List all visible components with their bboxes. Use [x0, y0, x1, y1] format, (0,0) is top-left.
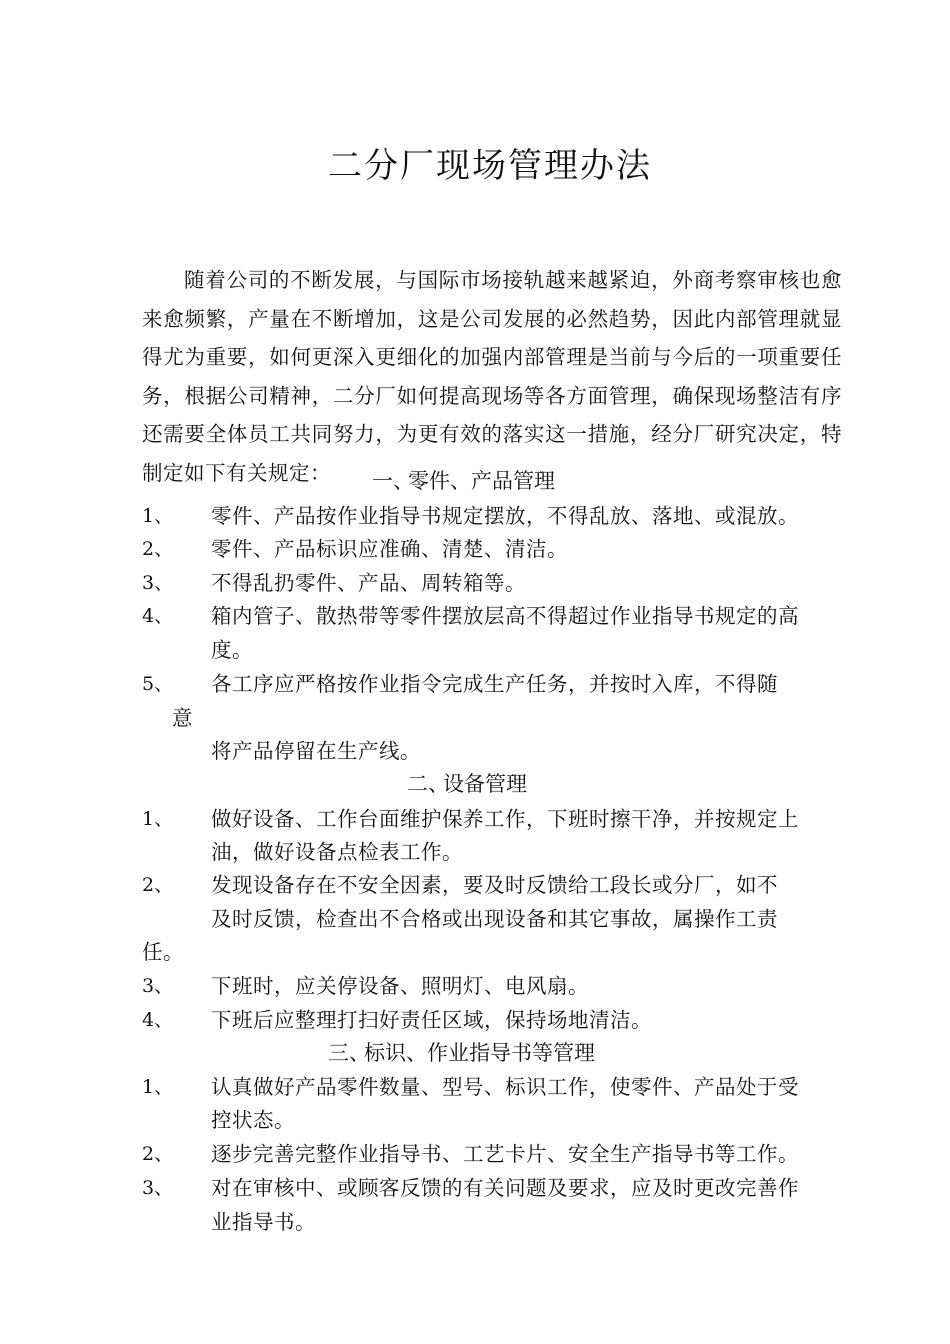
- section-3-number: 三、: [328, 1041, 370, 1065]
- document-title: 二分厂现场管理办法: [328, 146, 652, 186]
- s2-item-1-number: 1、: [142, 808, 174, 830]
- s1-item-4-number: 4、: [142, 605, 174, 627]
- s3-item-3-number: 3、: [142, 1177, 174, 1199]
- section-2-heading: [407, 768, 527, 801]
- s1-item-5-text: 各工序应严格按作业指令完成生产任务，并按时入库，不得随: [211, 672, 778, 696]
- s1-item-5-number: 5、: [142, 673, 174, 695]
- s2-item-2-text-cont-1: 及时反馈，检查出不合格或出现设备和其它事故，属操作工责: [211, 907, 778, 931]
- s3-item-2-number: 2、: [142, 1143, 174, 1165]
- s2-item-4-text: 下班后应整理打扫好责任区域，保持场地清洁。: [211, 1008, 652, 1032]
- section-1-number: 一、: [372, 469, 414, 493]
- intro-paragraph: 随着公司的不断发展，与国际市场接轨越来越紧迫，外商考察审核也愈来愈频繁，产量在不断增加，这是公司发展的必然趋势，因此内部管理就显得尤为重要，如何更深入更细化的加强内部管理是当前与今后的一项重要任务，根据公司精神，二分厂如何提高现场等各方面管理，确保现场整洁有序还需要全体员工共同努力，为更有效的落实这一措施，经分厂研究决定，特制定如下有关规定：: [142, 268, 842, 485]
- section-3-heading: [328, 1037, 595, 1070]
- s1-item-3-number: 3、: [142, 572, 174, 594]
- s2-item-1-text-cont: 油，做好设备点检表工作。: [211, 840, 463, 864]
- section-2-title: 设备管理: [443, 772, 527, 796]
- s2-item-3-number: 3、: [142, 975, 174, 997]
- s3-item-1-text-cont: 控状态。: [211, 1108, 295, 1132]
- s1-item-2-number: 2、: [142, 538, 174, 560]
- s2-item-2-number: 2、: [142, 874, 174, 896]
- s1-item-1-number: 1、: [142, 505, 174, 527]
- s3-item-2-text: 逐步完善完整作业指导书、工艺卡片、安全生产指导书等工作。: [211, 1142, 799, 1166]
- s2-item-2-text-cont-2: 任。: [142, 940, 184, 964]
- s3-item-3-text: 对在审核中、或顾客反馈的有关问题及要求，应及时更改完善作: [211, 1176, 799, 1200]
- section-2-number: 二、: [407, 772, 449, 796]
- section-1-heading: [372, 465, 555, 498]
- s2-item-2-text: 发现设备存在不安全因素，要及时反馈给工段长或分厂，如不: [211, 873, 778, 897]
- s2-item-1-text: 做好设备、工作台面维护保养工作，下班时擦干净，并按规定上: [211, 807, 799, 831]
- s1-item-5-text-cont-1: 意: [172, 706, 193, 730]
- s1-item-3-text: 不得乱扔零件、产品、周转箱等。: [211, 571, 526, 595]
- s1-item-2-text: 零件、产品标识应准确、清楚、清洁。: [211, 537, 568, 561]
- s2-item-3-text: 下班时，应关停设备、照明灯、电风扇。: [211, 974, 589, 998]
- s1-item-1-text: 零件、产品按作业指导书规定摆放，不得乱放、落地、或混放。: [211, 504, 799, 528]
- s3-item-1-text: 认真做好产品零件数量、型号、标识工作，使零件、产品处于受: [211, 1075, 799, 1099]
- s1-item-4-text: 箱内管子、散热带等零件摆放层高不得超过作业指导书规定的高: [211, 604, 799, 628]
- s1-item-5-text-cont-2: 将产品停留在生产线。: [211, 739, 421, 763]
- s3-item-1-number: 1、: [142, 1076, 174, 1098]
- section-1-title: 零件、产品管理: [408, 469, 555, 493]
- s2-item-4-number: 4、: [142, 1009, 174, 1031]
- section-3-title: 标识、作业指导书等管理: [364, 1041, 595, 1065]
- s3-item-3-text-cont: 业指导书。: [211, 1210, 316, 1234]
- s1-item-4-text-cont: 度。: [211, 638, 253, 662]
